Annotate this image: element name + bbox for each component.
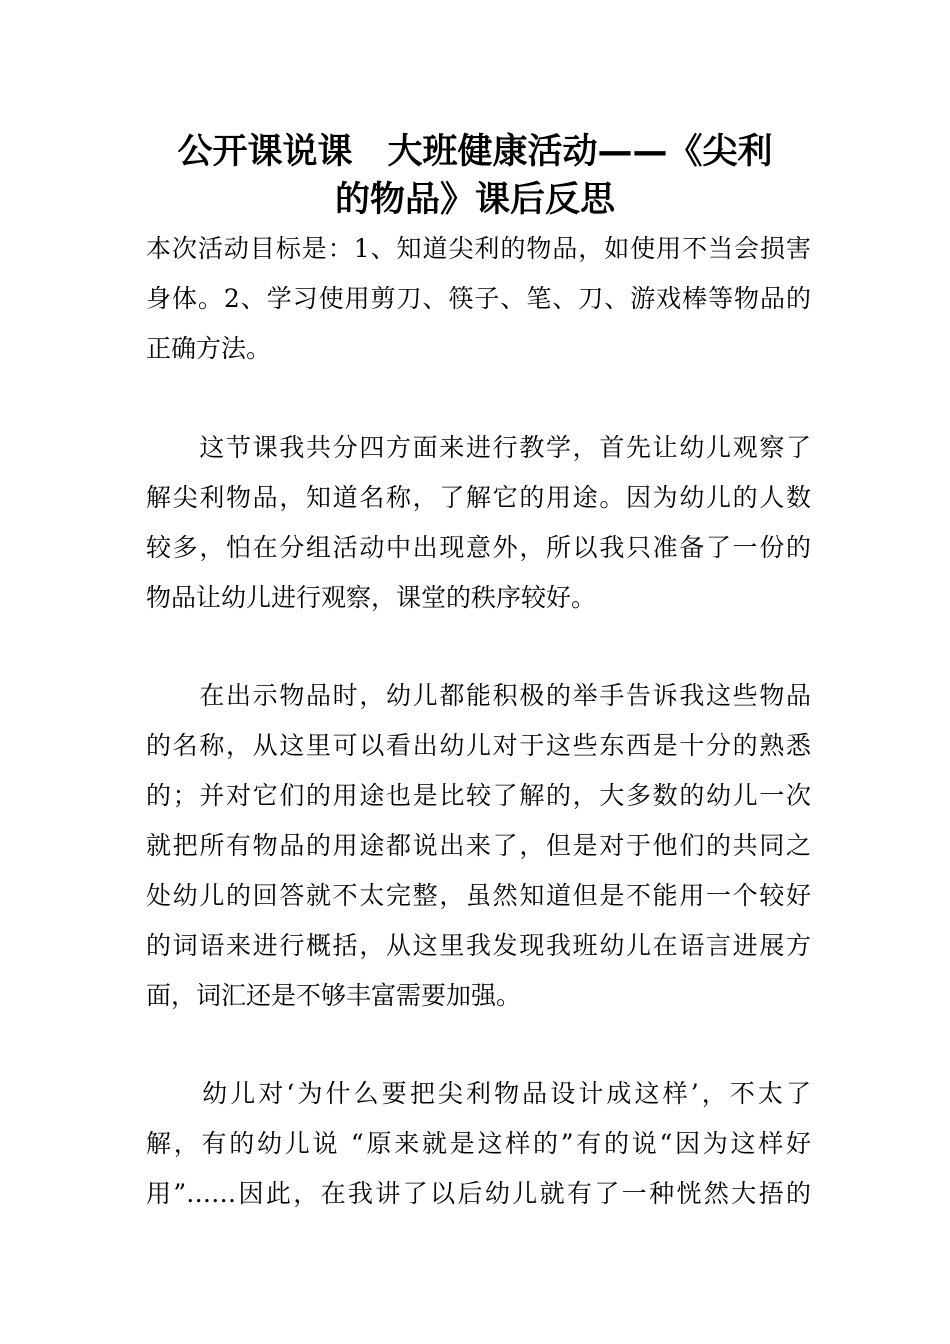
paragraph-4-line-2: 解，有的幼儿说 “原来就是这样的”有的说“因为这样好 xyxy=(146,1129,811,1158)
paragraph-2-line-2: 解尖利物品，知道名称，了解它的用途。因为幼儿的人数 xyxy=(146,483,811,512)
paragraph-4-line-1: 幼儿对‘为什么要把尖利物品设计成这样’，不太了 xyxy=(146,1079,811,1108)
paragraph-1-line-3: 正确方法。 xyxy=(146,334,272,363)
document-title-line-1: 公开课说课 大班健康活动——《尖利 xyxy=(177,132,773,172)
paragraph-2-line-3: 较多，怕在分组活动中出现意外，所以我只准备了一份的 xyxy=(146,533,811,562)
paragraph-3-line-6: 的词语来进行概括，从这里我发现我班幼儿在语言进展方 xyxy=(146,931,811,960)
paragraph-3-line-2: 的名称，从这里可以看出幼儿对于这些东西是十分的熟悉 xyxy=(146,731,811,760)
paragraph-2-line-1: 这节课我共分四方面来进行教学，首先让幼儿观察了 xyxy=(146,433,811,462)
paragraph-3-line-1: 在出示物品时，幼儿都能积极的举手告诉我这些物品 xyxy=(146,681,811,710)
paragraph-3-line-7: 面，词汇还是不够丰富需要加强。 xyxy=(146,981,522,1010)
paragraph-3-line-3: 的；并对它们的用途也是比较了解的，大多数的幼儿一次 xyxy=(146,781,811,810)
paragraph-1-line-2: 身体。2、学习使用剪刀、筷子、笔、刀、游戏棒等物品的 xyxy=(146,284,811,313)
paragraph-2-line-4: 物品让幼儿进行观察，课堂的秩序较好。 xyxy=(146,583,597,612)
paragraph-1-line-1: 本次活动目标是：1、知道尖利的物品，如使用不当会损害 xyxy=(146,234,811,263)
paragraph-4-line-3: 用”……因此，在我讲了以后幼儿就有了一种恍然大捂的 xyxy=(146,1179,811,1208)
paragraph-3-line-5: 处幼儿的回答就不太完整，虽然知道但是不能用一个较好 xyxy=(146,881,811,910)
paragraph-3-line-4: 就把所有物品的用途都说出来了，但是对于他们的共同之 xyxy=(146,831,811,860)
document-title-line-2: 的物品》课后反思 xyxy=(334,180,615,220)
